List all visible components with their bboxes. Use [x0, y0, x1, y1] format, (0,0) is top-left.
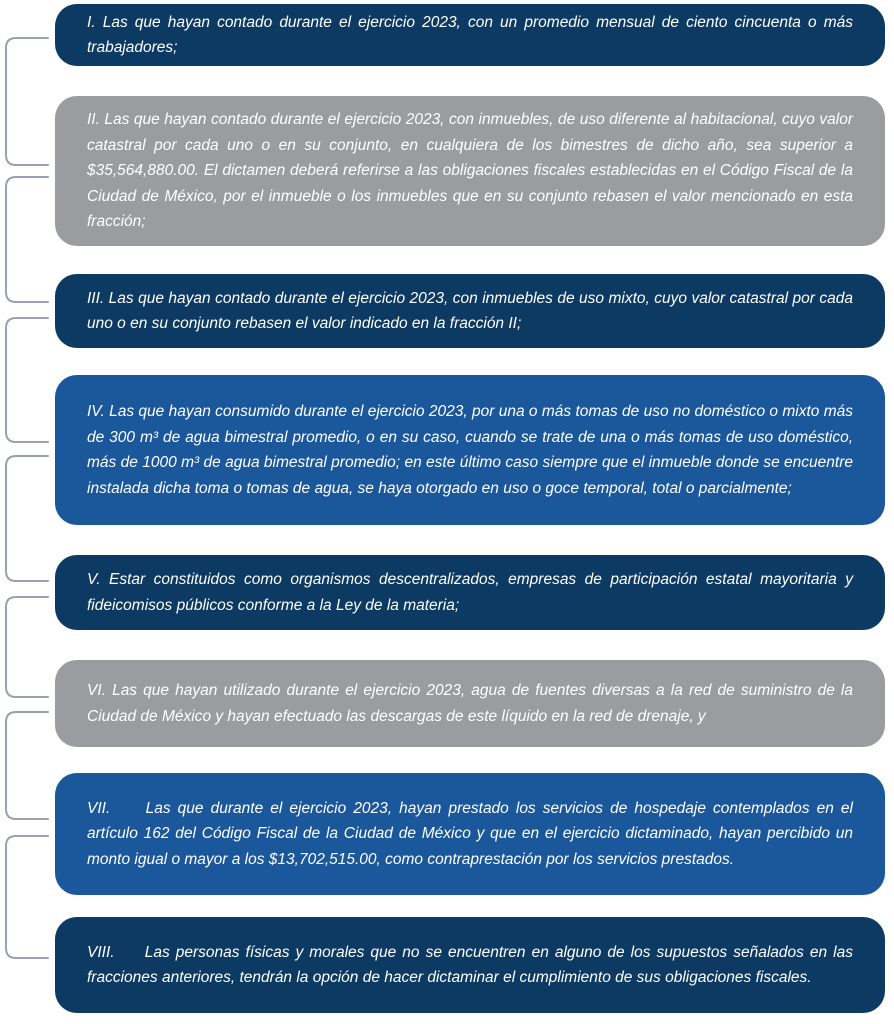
- connector-5-6: [6, 597, 48, 697]
- connector-7-8: [6, 836, 48, 958]
- fraccion-v-text: V. Estar constituidos como organismos descentralizados, empresas de participación estatal mayoritaria y fideicomisos públicos conforme a la Ley de la materia;: [87, 571, 853, 614]
- fraccion-ii-box: [55, 96, 885, 246]
- fraccion-iv-box: [55, 375, 885, 525]
- fraccion-vii-text: VII. Las que durante el ejercicio 2023, hayan prestado los servicios de hospedaje contemplados en el artículo 162 del Código Fiscal de la Ciudad de México y que en el ejercicio dictaminado, hayan percibido un monto igual o mayor a los $13,702,515.00, como contraprestación por los servicios prestados.: [87, 799, 858, 868]
- connector-6-7: [6, 712, 48, 819]
- connector-3-4: [6, 318, 48, 442]
- fraccion-viii-box: [55, 917, 885, 1013]
- fraccion-v-box: [55, 555, 885, 630]
- fraccion-vii-box: [55, 773, 885, 895]
- fraccion-iv-text: IV. Las que hayan consumido durante el ejercicio 2023, por una o más tomas de uso no doméstico o mixto más de 300 m³ de agua bimestral promedio, o en su caso, cuando se trate de una o más tomas de uso doméstico, más de 1000 m³ de agua bimestral promedio; en este último caso siempre que el inmueble donde se encuentre instalada dicha toma o tomas de agua, se haya otorgado en uso o goce temporal, total o parcialmente;: [87, 403, 853, 497]
- fraccion-vi-text: VI. Las que hayan utilizado durante el ejercicio 2023, agua de fuentes diversas a la red de suministro de la Ciudad de México y hayan efectuado las descargas de este líquido en la red de drenaje, y: [87, 682, 853, 725]
- fraccion-viii-text: VIII. Las personas físicas y morales que no se encuentren en alguno de los supuestos señalados en las fracciones anteriores, tendrán la opción de hacer dictaminar el cumplimiento de sus obligaciones fiscales.: [87, 943, 858, 986]
- fraccion-iii-box: [55, 274, 885, 348]
- connector-1-2: [6, 38, 48, 165]
- fraccion-ii-text: II. Las que hayan contado durante el ejercicio 2023, con inmuebles, de uso diferente al habitacional, cuyo valor catastral por cada uno o en su conjunto, en cualquiera de los bimestres de dicho año, sea superior a $35,564,880.00. El dictamen deberá referirse a las obligaciones fiscales establecidas en el Código Fiscal de la Ciudad de México, por el inmueble o los inmuebles que en su conjunto rebasen el valor mencionado en esta fracción;: [87, 111, 853, 231]
- fraccion-iii-text: III. Las que hayan contado durante el ejercicio 2023, con inmuebles de uso mixto, cuyo valor catastral por cada uno o en su conjunto rebasen el valor indicado en la fracción II;: [87, 289, 853, 332]
- connector-4-5: [6, 456, 48, 581]
- fraccion-i-text: I. Las que hayan contado durante el ejercicio 2023, con un promedio mensual de ciento cincuenta o más trabajadores;: [87, 13, 853, 56]
- fraccion-i-box: [55, 4, 885, 66]
- connector-2-3: [6, 177, 48, 302]
- fraccion-vi-box: [55, 660, 885, 747]
